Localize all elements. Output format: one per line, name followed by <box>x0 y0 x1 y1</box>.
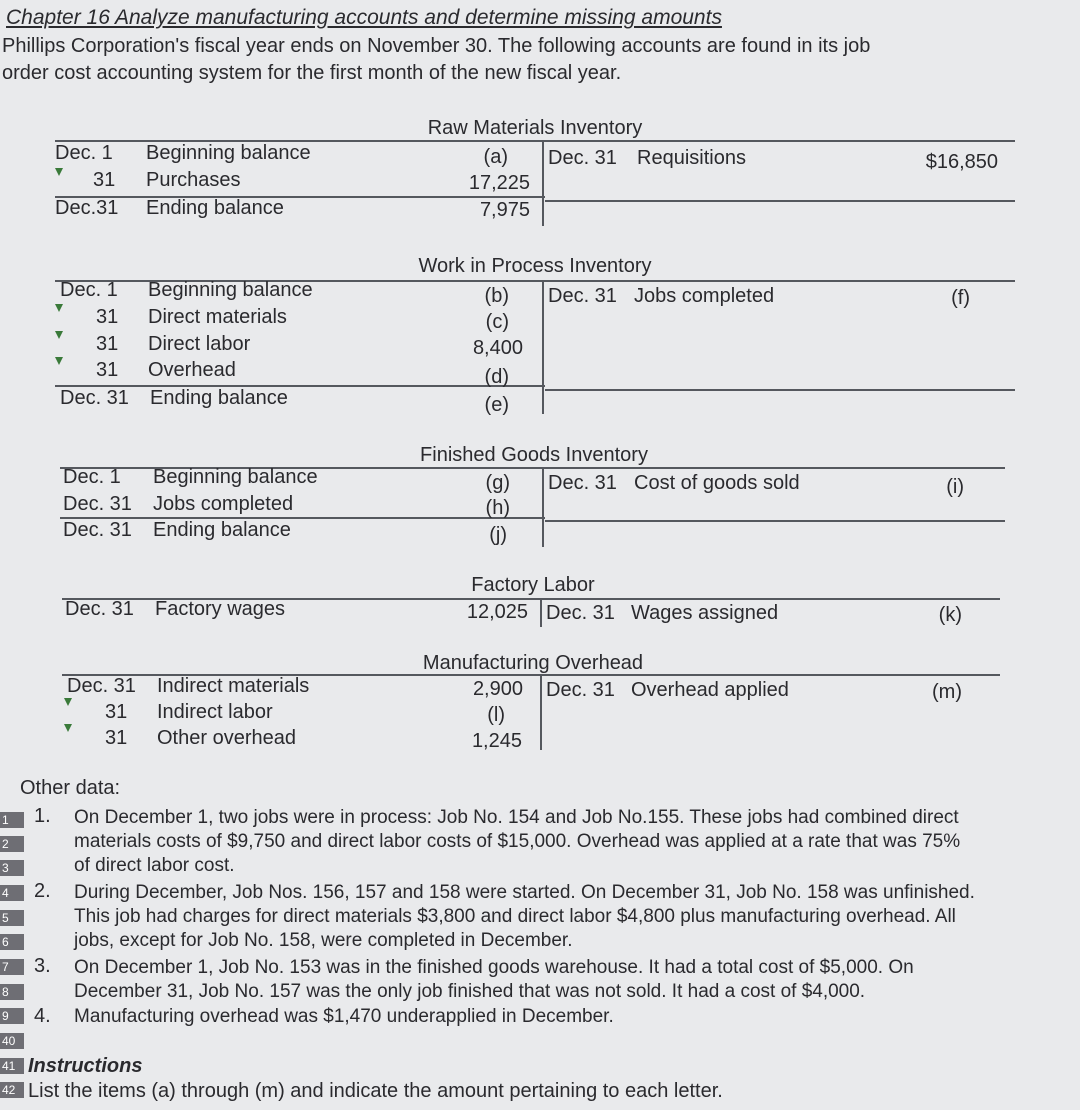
debit-desc: Direct materials <box>148 306 287 328</box>
debit-desc: Factory wages <box>155 598 286 620</box>
debit-amount: (a) <box>483 146 508 168</box>
debit-amount: (l) <box>487 704 505 726</box>
item-text: On December 1, two jobs were in process: Job No. 154 and Job No.155. These jobs had combined direct <box>74 807 959 828</box>
item-text: jobs, except for Job No. 158, were completed in December. <box>74 930 573 951</box>
intro-line-2: order cost accounting system for the first month of the new fiscal year. <box>2 62 622 84</box>
debit-amount: 17,225 <box>468 172 530 194</box>
other-data-label: Other data: <box>20 777 121 799</box>
ledger-divider <box>542 142 544 226</box>
credit-date: Dec. 31 <box>546 679 615 701</box>
row-number: 3 <box>0 860 24 876</box>
item-number: 1. <box>34 805 51 827</box>
ledger-divider <box>540 599 542 627</box>
debit-desc: Purchases <box>146 169 241 191</box>
ledger-subtotal-rule <box>55 196 545 198</box>
ledger-credit-rule <box>545 389 1015 391</box>
item-text: December 31, Job No. 157 was the only job finished that was not sold. It had a cost of $4,000. <box>74 981 866 1002</box>
debit-amount: 7,975 <box>479 199 530 221</box>
debit-date: Dec. 31 <box>67 675 136 697</box>
debit-desc: Ending balance <box>146 197 284 219</box>
debit-date: Dec.31 <box>55 197 119 219</box>
credit-desc: Cost of goods sold <box>634 472 800 494</box>
debit-date: Dec. 31 <box>60 387 129 409</box>
debit-date: Dec. 31 <box>63 519 132 541</box>
debit-date: 31 <box>96 306 119 328</box>
credit-amount: (i) <box>946 476 964 498</box>
debit-date: 31 <box>105 701 128 723</box>
row-number: 9 <box>0 1008 24 1024</box>
instructions-text: List the items (a) through (m) and indicate the amount pertaining to each letter. <box>28 1080 723 1102</box>
debit-amount: 12,025 <box>466 601 528 623</box>
item-number: 3. <box>34 955 51 977</box>
debit-desc: Direct labor <box>148 333 251 355</box>
item-text: materials costs of $9,750 and direct labor costs of $15,000. Overhead was applied at a rate that was 75% <box>74 831 961 852</box>
credit-date: Dec. 31 <box>548 472 617 494</box>
credit-date: Dec. 31 <box>546 602 615 624</box>
debit-desc: Overhead <box>148 359 236 381</box>
ledger-title: Finished Goods Inventory <box>420 444 648 466</box>
credit-desc: Requisitions <box>637 147 746 169</box>
row-number: 41 <box>0 1058 24 1074</box>
debit-date: 31 <box>93 169 116 191</box>
credit-amount: (m) <box>932 681 962 703</box>
debit-amount: (j) <box>489 524 507 546</box>
debit-amount: (e) <box>484 394 509 416</box>
debit-desc: Other overhead <box>157 727 296 749</box>
credit-desc: Wages assigned <box>631 602 779 624</box>
page-title: Chapter 16 Analyze manufacturing accounts and determine missing amounts <box>6 6 722 29</box>
debit-date: 31 <box>96 333 119 355</box>
row-number: 1 <box>0 812 24 828</box>
row-number: 2 <box>0 836 24 852</box>
debit-amount: 1,245 <box>471 730 522 752</box>
marker-icon <box>64 724 72 732</box>
debit-desc: Jobs completed <box>153 493 294 515</box>
item-text: During December, Job Nos. 156, 157 and 158 were started. On December 31, Job No. 158 was unfinished. <box>74 882 975 903</box>
marker-icon <box>55 357 63 365</box>
debit-date: Dec. 31 <box>63 493 132 515</box>
row-number: 6 <box>0 934 24 950</box>
row-number: 5 <box>0 910 24 926</box>
debit-date: Dec. 1 <box>60 279 118 301</box>
credit-desc: Jobs completed <box>634 285 775 307</box>
item-number: 2. <box>34 880 51 902</box>
marker-icon <box>55 304 63 312</box>
ledger-divider <box>542 282 544 414</box>
intro-line-1: Phillips Corporation's fiscal year ends on November 30. The following accounts are found in its job <box>2 35 871 57</box>
debit-desc: Beginning balance <box>148 279 313 301</box>
item-text: of direct labor cost. <box>74 855 235 876</box>
debit-date: Dec. 31 <box>65 598 134 620</box>
debit-desc: Ending balance <box>150 387 288 409</box>
ledger-title: Work in Process Inventory <box>418 255 652 277</box>
credit-date: Dec. 31 <box>548 285 617 307</box>
ledger-divider <box>540 676 542 750</box>
credit-desc: Overhead applied <box>631 679 789 701</box>
debit-date: 31 <box>96 359 119 381</box>
debit-date: Dec. 1 <box>63 466 121 488</box>
row-number: 4 <box>0 885 24 901</box>
ledger-divider <box>542 469 544 547</box>
item-number: 4. <box>34 1005 51 1027</box>
row-number: 8 <box>0 984 24 1000</box>
debit-date: 31 <box>105 727 128 749</box>
ledger-credit-rule <box>545 200 1015 202</box>
credit-amount: (f) <box>951 287 970 309</box>
ledger-title: Factory Labor <box>471 574 595 596</box>
item-text: On December 1, Job No. 153 was in the finished goods warehouse. It had a total cost of $5,000. On <box>74 957 914 978</box>
marker-icon <box>55 168 63 176</box>
debit-date: Dec. 1 <box>55 142 113 164</box>
credit-date: Dec. 31 <box>548 147 617 169</box>
marker-icon <box>55 331 63 339</box>
debit-amount: 8,400 <box>472 337 523 359</box>
item-text: This job had charges for direct materials $3,800 and direct labor $4,800 plus manufacturing overhead. All <box>74 906 956 927</box>
credit-amount: (k) <box>938 604 962 626</box>
debit-desc: Beginning balance <box>153 466 318 488</box>
instructions-title: Instructions <box>28 1055 143 1077</box>
credit-amount: $16,850 <box>925 151 998 173</box>
item-text: Manufacturing overhead was $1,470 underapplied in December. <box>74 1006 614 1027</box>
ledger-credit-rule <box>545 520 1005 522</box>
debit-amount: (h) <box>485 497 510 519</box>
row-number: 40 <box>0 1033 24 1049</box>
debit-amount: 2,900 <box>472 678 523 700</box>
debit-amount: (c) <box>485 311 509 333</box>
marker-icon <box>64 698 72 706</box>
debit-amount: (d) <box>484 366 509 388</box>
row-number: 42 <box>0 1082 24 1098</box>
ledger-title: Raw Materials Inventory <box>427 117 643 139</box>
debit-desc: Indirect materials <box>157 675 310 697</box>
debit-desc: Beginning balance <box>146 142 311 164</box>
ledger-title: Manufacturing Overhead <box>422 652 644 674</box>
debit-desc: Ending balance <box>153 519 291 541</box>
debit-amount: (b) <box>484 285 509 307</box>
row-number: 7 <box>0 959 24 975</box>
debit-desc: Indirect labor <box>157 701 273 723</box>
debit-amount: (g) <box>485 472 510 494</box>
